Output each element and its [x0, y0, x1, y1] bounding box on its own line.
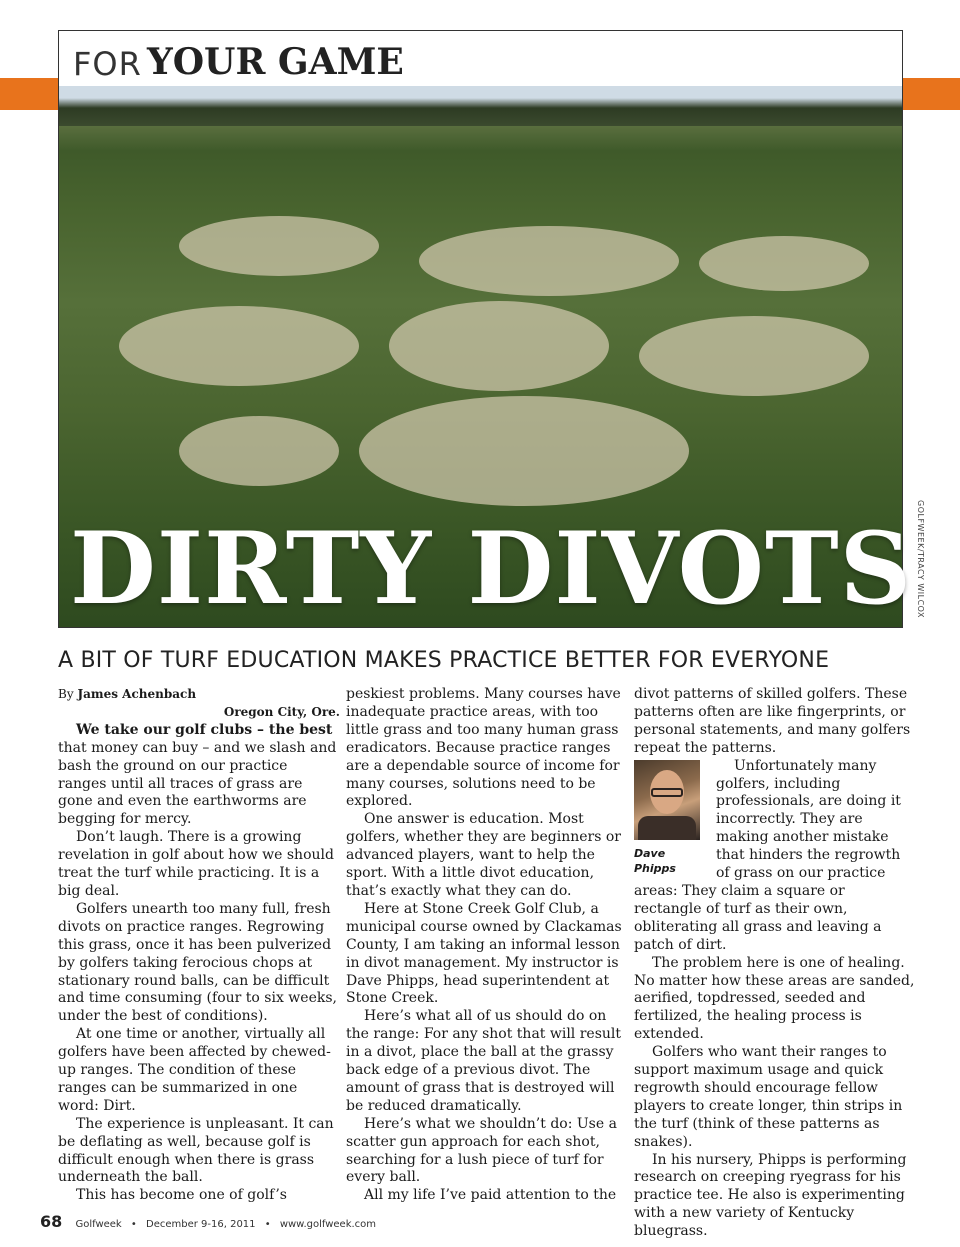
paragraph: divot patterns of skilled golfers. These patterns often are like fingerprints, or personal statements, and many golfers repeat the patterns.: [634, 686, 911, 756]
paragraph: peskiest problems. Many courses have inadequate practice areas, with too little grass and too many human grass eradicators. Because practice ranges are a dependable source of income for many courses, solutions need to be explored.: [346, 686, 621, 810]
divot-patch: [179, 216, 379, 276]
byline-by: By: [58, 687, 74, 701]
footer-separator: •: [130, 1219, 137, 1230]
page-footer: [40, 1212, 382, 1231]
paragraph: that money can buy – and we slash and bash the ground on our practice ranges until all traces of grass are gone and even the earthworms are begging for mercy.: [58, 739, 337, 828]
paragraph: The problem here is one of healing. No matter how these areas are sanded, aerified, topdressed, seeded and fertilized, the healing process is extended.: [634, 954, 915, 1043]
divot-patch: [639, 316, 869, 396]
footer-separator: •: [264, 1219, 271, 1230]
portrait-photo: [634, 760, 700, 840]
paragraph: At one time or another, virtually all golfers have been affected by chewed-up ranges. The condition of these ranges can be summarized in one word: Dirt.: [58, 1026, 331, 1114]
paragraph: In his nursery, Phipps is performing research on creeping ryegrass for his practice tee. He also is experimenting with a new variety of Kentucky bluegrass.: [634, 1151, 907, 1240]
lead-bold-text: We take our golf clubs – the best: [76, 721, 333, 738]
section-header: [58, 30, 903, 86]
byline: [58, 686, 340, 704]
divot-patch: [419, 226, 679, 296]
portrait-body: [638, 816, 696, 840]
photo-credit: GOLFWEEK/TRACY WILCOX: [916, 500, 925, 618]
divot-patch: [699, 236, 869, 291]
orange-accent-bar-left: [0, 78, 58, 110]
dateline: Oregon City, Ore.: [223, 704, 340, 719]
portrait-glasses: [651, 788, 683, 797]
orange-accent-bar-right: [903, 78, 960, 110]
divot-patch: [119, 306, 359, 386]
photo-treeline: [59, 86, 902, 126]
paragraph: Here at Stone Creek Golf Club, a municipal course owned by Clackamas County, I am taking an informal lesson in divot management. My instructor is Dave Phipps, head superintendent at Stone Creek.: [346, 900, 622, 1007]
portrait-caption: Dave Phipps: [634, 846, 676, 875]
paragraph: This has become one of golf’s: [76, 1187, 287, 1204]
paragraph: Golfers unearth too many full, fresh divots on practice ranges. Regrowing this grass, once it has been pulverized by golfers taking ferocious chops at stationary round balls, can be difficult and time consuming (four to six weeks, under the best of conditions).: [58, 900, 337, 1025]
portrait-block: [634, 760, 710, 876]
section-label-your-game: YOUR GAME: [147, 41, 404, 83]
issue-date: December 9-16, 2011: [146, 1219, 256, 1230]
article-column-3: [634, 686, 916, 1241]
paragraph: Here’s what all of us should do on the range: For any shot that will result in a divot, place the ball at the grassy back edge of a previous divot. The amount of grass that is destroyed will be reduced dramatically.: [346, 1008, 622, 1114]
page-number: 68: [40, 1212, 63, 1231]
divot-patch: [389, 301, 609, 391]
headline: DIRTY DIVOTS: [70, 511, 913, 627]
paragraph: The experience is unpleasant. It can be deflating as well, because golf is difficult enough when there is grass underneath the ball.: [58, 1115, 334, 1186]
article-column-2: [346, 686, 628, 1205]
paragraph: Unfortunately many golfers, including professionals, are doing it incorrectly. They are making another mistake that hinders the regrowth of grass on our practice areas: They claim a square or rectangle of turf as their own, obliterating all grass and leaving a patch of dirt.: [634, 757, 901, 953]
deck: A BIT OF TURF EDUCATION MAKES PRACTICE BETTER FOR EVERYONE: [58, 648, 830, 673]
lead-paragraph: [58, 722, 340, 740]
paragraph: Golfers who want their ranges to support maximum usage and quick regrowth should encourage fellow players to create longer, thin strips in the turf (think of these patterns as snakes).: [634, 1044, 903, 1150]
divot-patch: [179, 416, 339, 486]
paragraph: Here’s what we shouldn’t do: Use a scatter gun approach for each shot, searching for a lush piece of turf for every ball.: [346, 1115, 617, 1186]
divot-patch: [359, 396, 689, 506]
paragraph: One answer is education. Most golfers, whether they are beginners or advanced players, want to help the sport. With a little divot education, that’s exactly what they can do.: [346, 811, 621, 899]
publication-name: Golfweek: [75, 1219, 122, 1230]
paragraph: All my life I’ve paid attention to the: [364, 1187, 617, 1204]
paragraph: Don’t laugh. There is a growing revelation in golf about how we should treat the turf while practicing. It is a big deal.: [58, 829, 334, 899]
article-column-1: [58, 686, 340, 1205]
byline-author: James Achenbach: [77, 687, 197, 701]
section-label-for: FOR: [73, 45, 142, 83]
publication-url: www.golfweek.com: [279, 1219, 377, 1230]
